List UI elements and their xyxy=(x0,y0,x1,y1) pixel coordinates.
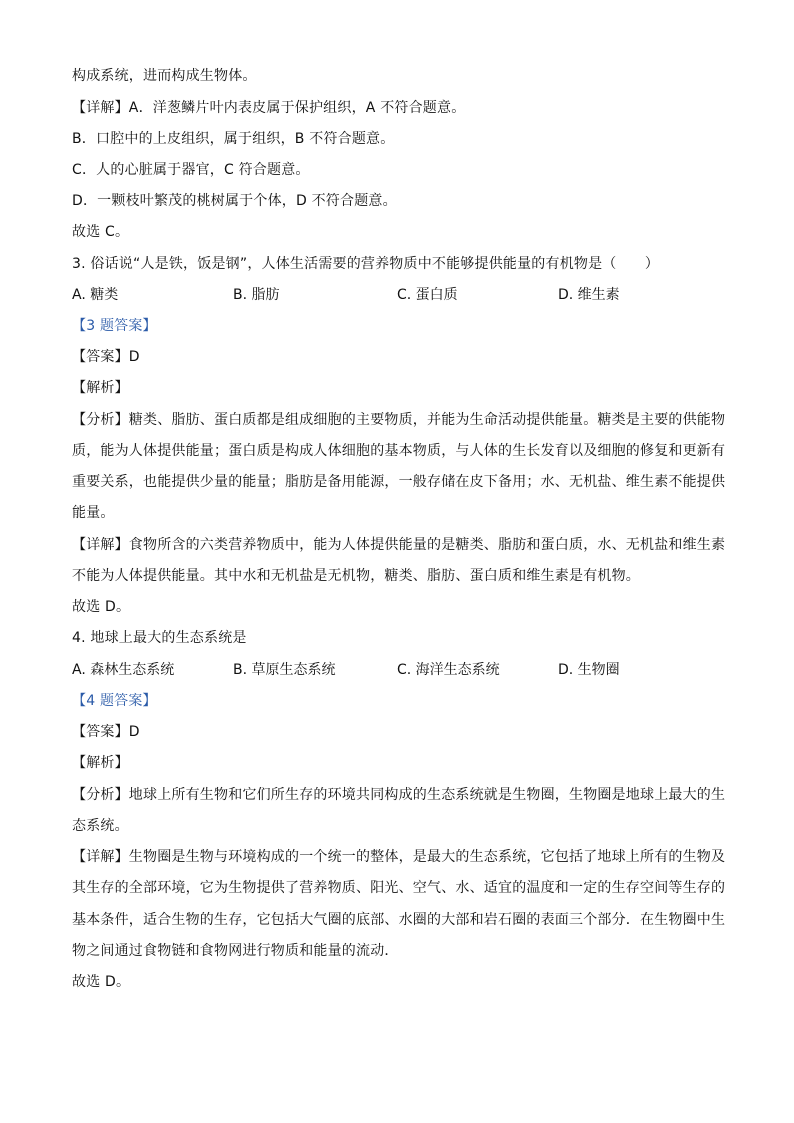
question-3-stem: 3. 俗话说“人是铁，饭是钢”，人体生活需要的营养物质中不能够提供能量的有机物是（ ） xyxy=(72,256,660,272)
detail-line: 【详解】食物所含的六类营养物质中，能为人体提供能量的是糖类、脂肪和蛋白质，水、无机盐和维生素 xyxy=(72,537,726,553)
question-4-stem: 4. 地球上最大的生态系统是 xyxy=(72,630,247,646)
analysis-line: 态系统。 xyxy=(72,818,129,834)
question-4-analysis-tag: 【解析】 xyxy=(72,755,129,771)
choose-line: 故选 D。 xyxy=(72,974,131,990)
choose-line: 故选 D。 xyxy=(72,599,131,615)
text-line: D．一颗枝叶繁茂的桃树属于个体，D 不符合题意。 xyxy=(72,193,397,209)
question-3-answer: 【答案】D xyxy=(72,349,140,365)
question-3-answer-tag: 【3 题答案】 xyxy=(72,318,157,334)
question-4-answer-tag: 【4 题答案】 xyxy=(72,693,157,709)
detail-line: 【详解】A．洋葱鳞片叶内表皮属于保护组织，A 不符合题意。 xyxy=(72,100,466,116)
option-b: B. 脂肪 xyxy=(233,287,280,303)
choose-line: 故选 C。 xyxy=(72,224,130,240)
option-d: D. 维生素 xyxy=(558,287,620,303)
text-line: C．人的心脏属于器官，C 符合题意。 xyxy=(72,162,310,178)
text-line: B．口腔中的上皮组织，属于组织，B 不符合题意。 xyxy=(72,131,395,147)
question-3-options xyxy=(72,285,722,305)
option-a: A. 糖类 xyxy=(72,287,119,303)
question-4-answer: 【答案】D xyxy=(72,724,140,740)
detail-line: 基本条件，适合生物的生存，它包括大气圈的底部、水圈的大部和岩石圈的表面三个部分．在生物圈中生 xyxy=(72,912,726,928)
analysis-line: 质，能为人体提供能量；蛋白质是构成人体细胞的基本物质，与人体的生长发育以及细胞的修复和更新有 xyxy=(72,443,726,459)
option-d: D. 生物圈 xyxy=(558,662,620,678)
analysis-line: 能量。 xyxy=(72,505,115,521)
analysis-line: 【分析】糖类、脂肪、蛋白质都是组成细胞的主要物质，并能为生命活动提供能量。糖类是主要的供能物 xyxy=(72,412,726,428)
option-b: B. 草原生态系统 xyxy=(233,662,336,678)
analysis-line: 【分析】地球上所有生物和它们所生存的环境共同构成的生态系统就是生物圈，生物圈是地球上最大的生 xyxy=(72,787,726,803)
option-c: C. 海洋生态系统 xyxy=(397,662,500,678)
detail-line: 其生存的全部环境，它为生物提供了营养物质、阳光、空气、水、适宜的温度和一定的生存空间等生存的 xyxy=(72,880,726,896)
question-3-analysis-tag: 【解析】 xyxy=(72,380,129,396)
detail-line: 【详解】生物圈是生物与环境构成的一个统一的整体，是最大的生态系统，它包括了地球上所有的生物及 xyxy=(72,849,726,865)
analysis-line: 重要关系，也能提供少量的能量；脂肪是备用能源，一般存储在皮下备用；水、无机盐、维生素不能提供 xyxy=(72,474,726,490)
text-line: 构成系统，进而构成生物体。 xyxy=(72,68,257,84)
detail-line: 物之间通过食物链和食物网进行物质和能量的流动． xyxy=(72,943,399,959)
option-c: C. 蛋白质 xyxy=(397,287,458,303)
detail-line: 不能为人体提供能量。其中水和无机盐是无机物，糖类、脂肪、蛋白质和维生素是有机物。 xyxy=(72,568,640,584)
option-a: A. 森林生态系统 xyxy=(72,662,175,678)
question-4-options xyxy=(72,660,722,680)
